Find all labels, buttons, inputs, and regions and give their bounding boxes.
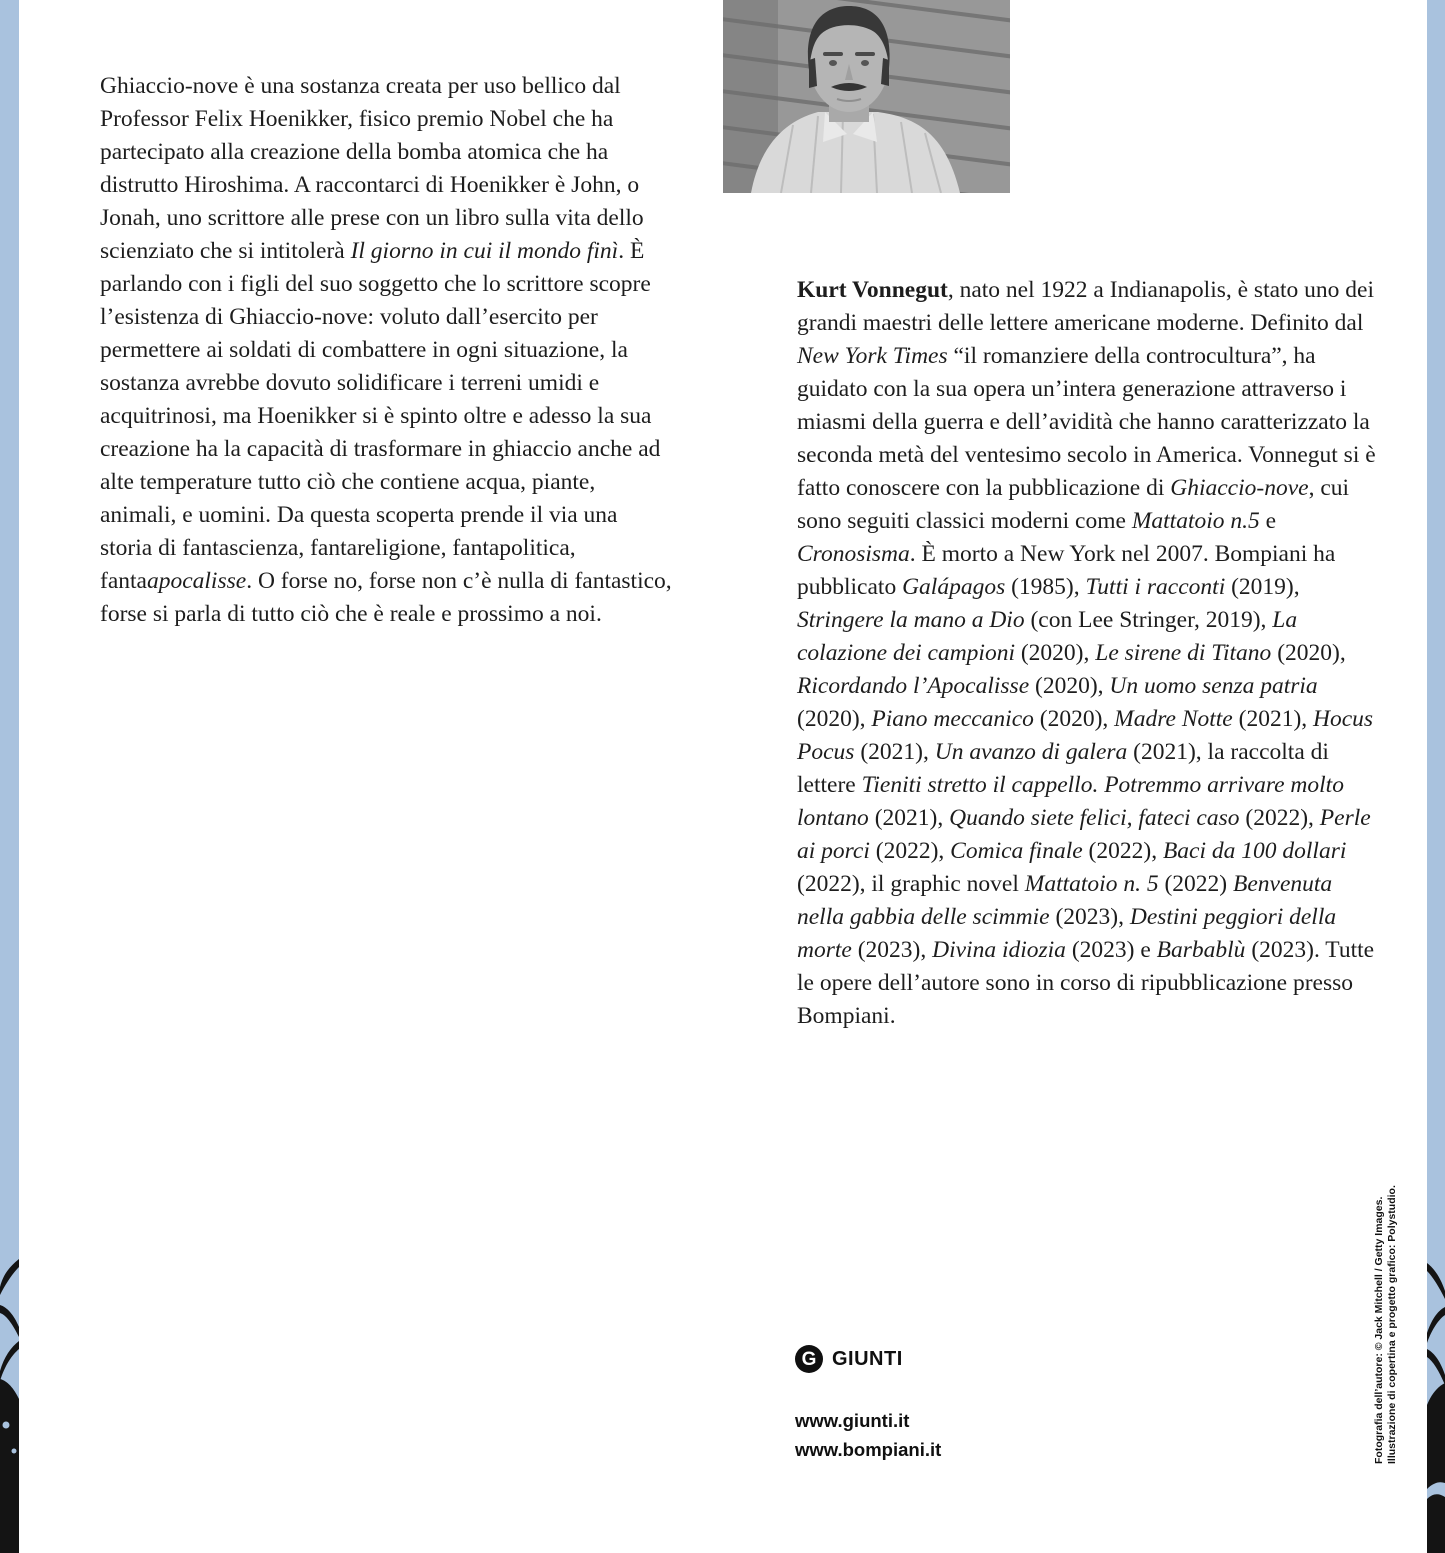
author-photo: [723, 0, 1010, 193]
giunti-logo-icon: G: [795, 1345, 823, 1373]
palm-silhouette-left-icon: [0, 1253, 19, 1553]
publisher-logo: [795, 1345, 903, 1373]
book-synopsis-text: Ghiaccio-nove è una sostanza creata per uso bellico dal Professor Felix Hoenikker, fisico premio Nobel che ha partecipato alla creazione della bomba atomica che ha distrutto Hiroshima. A raccontarci di Hoenikker è John, o Jonah, uno scrittore alle prese con un libro sulla vita dello scienziato che si intitolerà Il giorno in cui il mondo finì. È parlando con i figli del suo soggetto che lo scrittore scopre l’esistenza di Ghiaccio-nove: voluto dall’esercito per permettere ai soldati di combattere in ogni situazione, la sostanza avrebbe dovuto solidificare i terreni umidi e acquitrinosi, ma Hoenikker si è spinto oltre e adesso la sua creazione ha la capacità di trasformare in ghiaccio anche ad alte temperature tutto ciò che contiene acqua, piante, animali, e uomini. Da questa scoperta prende il via una storia di fantascienza, fantareligione, fantapolitica, fantaapocalisse. O forse no, forse non c’è nulla di fantastico, forse si parla di tutto ciò che è reale e prossimo a noi.: [100, 73, 672, 627]
author-bio-text: Kurt Vonnegut, nato nel 1922 a Indianapolis, è stato uno dei grandi maestri delle lettere americane moderne. Definito dal New York Times “il romanziere della controcultura”, ha guidato con la sua opera un’intera generazione attraverso i miasmi della guerra e dell’avidità che hanno caratterizzato la seconda metà del ventesimo secolo in America. Vonnegut si è fatto conoscere con la pubblicazione di Ghiaccio-nove, cui sono seguiti classici moderni come Mattatoio n.5 e Cronosisma. È morto a New York nel 2007. Bompiani ha pubblicato Galápagos (1985), Tutti i racconti (2019), Stringere la mano a Dio (con Lee Stringer, 2019), La colazione dei campioni (2020), Le sirene di Titano (2020), Ricordando l’Apocalisse (2020), Un uomo senza patria (2020), Piano meccanico (2020), Madre Notte (2021), Hocus Pocus (2021), Un avanzo di galera (2021), la raccolta di lettere Tieniti stretto il cappello. Potremmo arrivare molto lontano (2021), Quando siete felici, fateci caso (2022), Perle ai porci (2022), Comica finale (2022), Baci da 100 dollari (2022), il graphic novel Mattatoio n. 5 (2022) Benvenuta nella gabbia delle scimmie (2023), Destini peggiori della morte (2023), Divina idiozia (2023) e Barbablù (2023). Tutte le opere dell’autore sono in corso di ripubblicazione presso Bompiani.: [797, 277, 1376, 1029]
bompiani-url: www.bompiani.it: [795, 1439, 942, 1460]
palm-silhouette-right-icon: [1427, 1253, 1445, 1553]
photo-credits: [1373, 1185, 1399, 1464]
giunti-url: www.giunti.it: [795, 1410, 910, 1431]
credit-cover-design: Illustrazione di copertina e progetto grafico: Polystudio.: [1386, 1185, 1398, 1464]
cover-edge-right: [1427, 0, 1445, 1553]
publisher-links: [795, 1406, 941, 1464]
cover-edge-left: [0, 0, 19, 1553]
giunti-wordmark: GIUNTI: [832, 1347, 903, 1370]
credit-photography: Fotografia dell’autore: © Jack Mitchell / Getty Images.: [1373, 1196, 1385, 1464]
author-portrait-icon: [723, 0, 1010, 193]
